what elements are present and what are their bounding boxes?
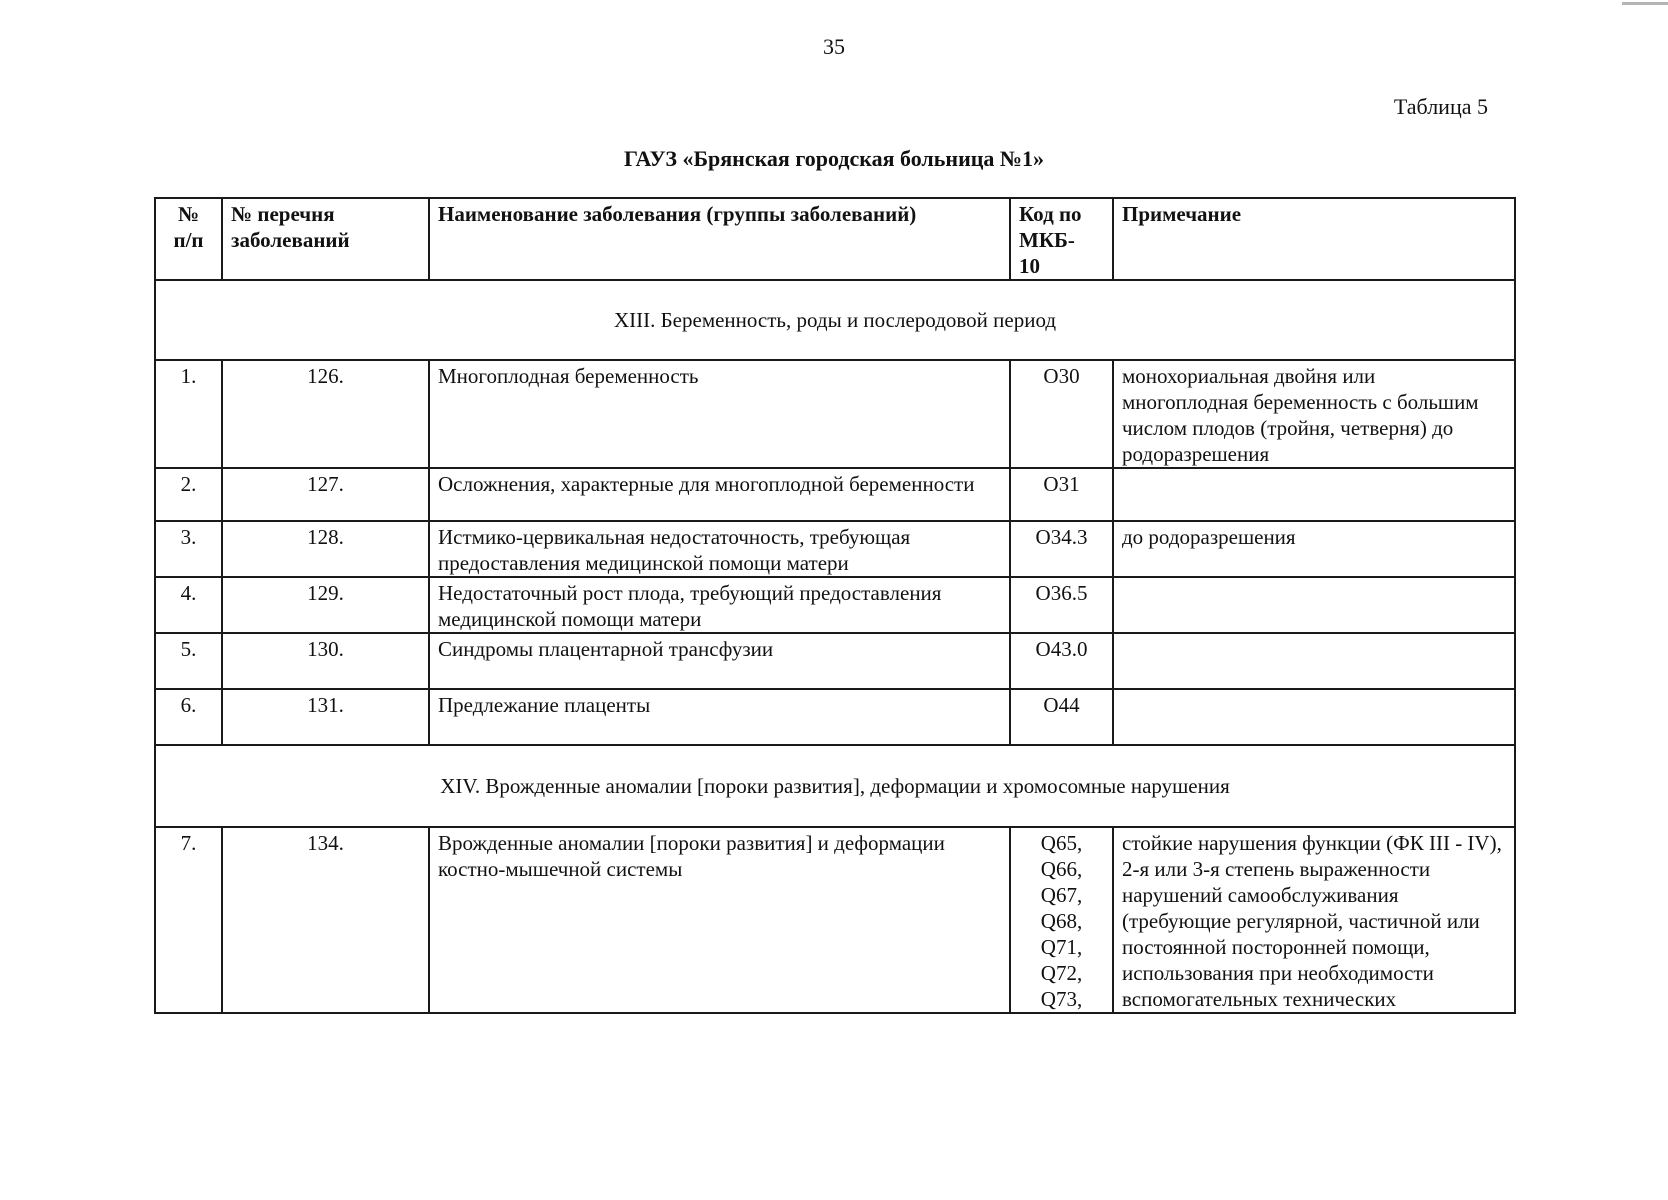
row-icd-code: O44 xyxy=(1010,689,1113,745)
table-body xyxy=(155,280,1515,1013)
header-icd-code: Код по МКБ- 10 xyxy=(1010,198,1113,280)
header-list-num: № перечня заболеваний xyxy=(222,198,429,280)
row-note: стойкие нарушения функции (ФК III - IV), 2-я или 3-я степень выраженности нарушений самообслуживания (требующие регулярной, частичной или постоянной посторонней помощи, использования при необходимости вспомогательных технических xyxy=(1113,827,1515,1013)
row-list-num: 131. xyxy=(222,689,429,745)
row-num: 6. xyxy=(155,689,222,745)
page-number: 35 xyxy=(823,34,845,59)
row-list-num: 127. xyxy=(222,468,429,521)
section-title: XIII. Беременность, роды и послеродовой период xyxy=(155,280,1515,360)
table-row xyxy=(155,468,1515,521)
row-list-num: 129. xyxy=(222,577,429,633)
table-row xyxy=(155,577,1515,633)
section-row xyxy=(155,280,1515,360)
icd-code-line: Q71, xyxy=(1040,935,1083,959)
row-icd-code: O36.5 xyxy=(1010,577,1113,633)
icd-code-line: Q67, xyxy=(1040,883,1083,907)
row-disease-name: Осложнения, характерные для многоплодной беременности xyxy=(429,468,1010,521)
scan-corner-mark xyxy=(1622,2,1668,5)
row-note: монохориальная двойня или многоплодная беременность с большим числом плодов (тройня, четверня) до родоразрешения xyxy=(1113,360,1515,468)
row-note xyxy=(1113,468,1515,521)
table-row xyxy=(155,521,1515,577)
section-title: XIV. Врожденные аномалии [пороки развития], деформации и хромосомные нарушения xyxy=(155,745,1515,827)
disease-table xyxy=(154,197,1516,1014)
header-disease-name: Наименование заболевания (группы заболеваний) xyxy=(429,198,1010,280)
row-list-num: 128. xyxy=(222,521,429,577)
document-title: ГАУЗ «Брянская городская больница №1» xyxy=(623,146,1045,171)
row-icd-code: O43.0 xyxy=(1010,633,1113,689)
row-list-num: 134. xyxy=(222,827,429,1013)
table-row xyxy=(155,360,1515,468)
header-row xyxy=(155,198,1515,280)
icd-code-line: Q68, xyxy=(1040,909,1083,933)
row-list-num: 126. xyxy=(222,360,429,468)
section-row xyxy=(155,745,1515,827)
row-icd-code: O30 xyxy=(1010,360,1113,468)
icd-code-line: Q66, xyxy=(1040,857,1083,881)
row-disease-name: Истмико-цервикальная недостаточность, требующая предоставления медицинской помощи матери xyxy=(429,521,1010,577)
table-row xyxy=(155,633,1515,689)
row-num: 3. xyxy=(155,521,222,577)
row-list-num: 130. xyxy=(222,633,429,689)
row-disease-name: Недостаточный рост плода, требующий предоставления медицинской помощи матери xyxy=(429,577,1010,633)
row-disease-name: Многоплодная беременность xyxy=(429,360,1010,468)
row-num: 2. xyxy=(155,468,222,521)
row-note: до родоразрешения xyxy=(1113,521,1515,577)
row-icd-code: O31 xyxy=(1010,468,1113,521)
row-num: 4. xyxy=(155,577,222,633)
row-note xyxy=(1113,577,1515,633)
table-label: Таблица 5 xyxy=(1393,94,1488,119)
row-disease-name: Врожденные аномалии [пороки развития] и деформации костно-мышечной системы xyxy=(429,827,1010,1013)
row-note xyxy=(1113,633,1515,689)
table-row xyxy=(155,827,1515,1013)
row-icd-code: O34.3 xyxy=(1010,521,1113,577)
row-note xyxy=(1113,689,1515,745)
row-disease-name: Синдромы плацентарной трансфузии xyxy=(429,633,1010,689)
row-disease-name: Предлежание плаценты xyxy=(429,689,1010,745)
icd-code-line: Q72, xyxy=(1040,961,1083,985)
row-num: 5. xyxy=(155,633,222,689)
table-row xyxy=(155,689,1515,745)
row-num: 1. xyxy=(155,360,222,468)
header-note: Примечание xyxy=(1113,198,1515,280)
icd-code-line: Q65, xyxy=(1040,831,1083,855)
icd-code-line: Q73, xyxy=(1040,987,1083,1011)
row-num: 7. xyxy=(155,827,222,1013)
row-icd-code xyxy=(1010,827,1113,1013)
header-num: № п/п xyxy=(155,198,222,280)
